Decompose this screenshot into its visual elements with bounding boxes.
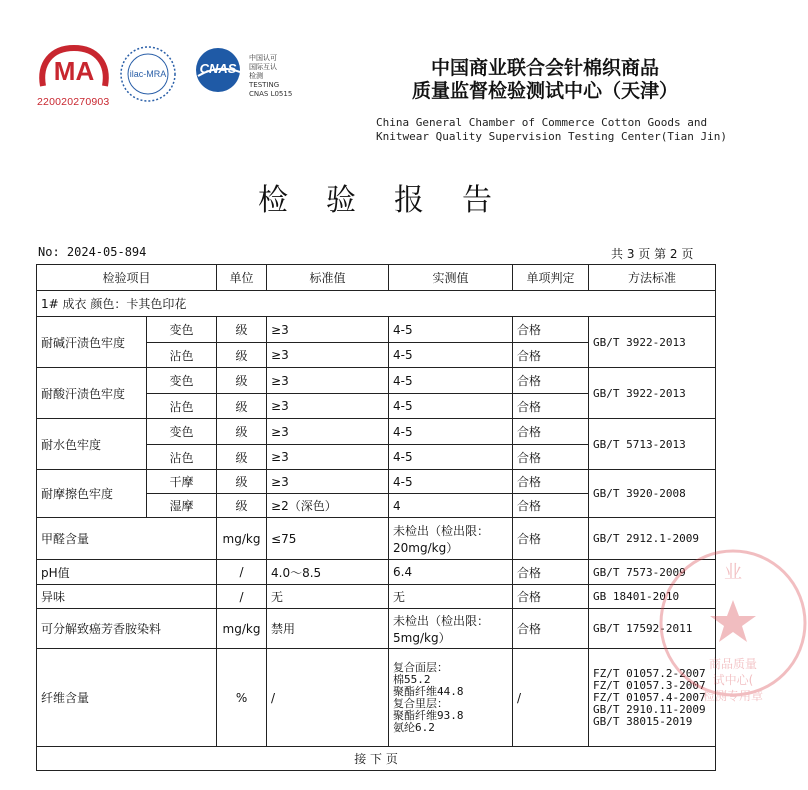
header-method: 方法标准: [589, 265, 716, 291]
header-unit: 单位: [217, 265, 267, 291]
result-cell: 合格: [513, 560, 589, 585]
method-cell: GB/T 3922-2013: [589, 368, 716, 419]
svg-text:ilac-MRA: ilac-MRA: [129, 69, 167, 79]
measured-cell: 4-5: [389, 419, 513, 445]
method-cell: GB/T 7573-2009: [589, 560, 716, 585]
unit-cell: 级: [217, 368, 267, 394]
result-cell: 合格: [513, 317, 589, 343]
result-cell: 合格: [513, 585, 589, 609]
unit-cell: %: [217, 649, 267, 747]
result-cell: 合格: [513, 343, 589, 368]
unit-cell: 级: [217, 494, 267, 518]
result-cell: 合格: [513, 494, 589, 518]
result-cell: 合格: [513, 518, 589, 560]
method-cell: GB 18401-2010: [589, 585, 716, 609]
ilac-mra-logo: [118, 44, 178, 104]
measured-cell: 4-5: [389, 394, 513, 419]
measured-cell: 未检出（检出限：5mg/kg）: [389, 609, 513, 649]
header-measured: 实测值: [389, 265, 513, 291]
result-cell: 合格: [513, 445, 589, 470]
svg-text:检测专用章: 检测专用章: [702, 689, 764, 703]
unit-cell: /: [217, 585, 267, 609]
measured-cell: 4-5: [389, 368, 513, 394]
standard-cell: ≥3: [267, 419, 389, 445]
svg-text:商品质量: 商品质量: [708, 657, 758, 671]
result-cell: 合格: [513, 609, 589, 649]
unit-cell: 级: [217, 470, 267, 494]
cma-number: 220020270903: [37, 96, 110, 108]
svg-text:业: 业: [724, 562, 742, 583]
org-name-cn-line2: 质量监督检验测试中心（天津）: [411, 80, 678, 102]
method-cell: FZ/T 01057.2-2007 FZ/T 01057.3-2007 FZ/T 01057.4-2007 GB/T 2910.11-2009 GB/T 38015-2019: [589, 649, 716, 747]
svg-text:试中心(: 试中心(: [712, 673, 754, 687]
table-row: [37, 649, 716, 747]
standard-cell: ≥3: [267, 368, 389, 394]
measured-cell: 4-5: [389, 470, 513, 494]
table-row: [37, 317, 716, 343]
item-cell: 耐摩擦色牢度: [37, 470, 147, 518]
sub-item-cell: 变色: [147, 368, 217, 394]
item-cell: 耐水色牢度: [37, 419, 147, 470]
result-cell: 合格: [513, 368, 589, 394]
method-cell: GB/T 3922-2013: [589, 317, 716, 368]
sub-item-cell: 干摩: [147, 470, 217, 494]
standard-cell: ≤75: [267, 518, 389, 560]
unit-cell: 级: [217, 343, 267, 368]
sub-item-cell: 变色: [147, 419, 217, 445]
org-name-cn-line1: 中国商业联合会针棉织商品: [430, 57, 659, 79]
measured-cell: 6.4: [389, 560, 513, 585]
standard-cell: 无: [267, 585, 389, 609]
method-cell: GB/T 3920-2008: [589, 470, 716, 518]
method-cell: GB/T 5713-2013: [589, 419, 716, 470]
measured-cell: 无: [389, 585, 513, 609]
standard-cell: ≥3: [267, 445, 389, 470]
table-header-row: [37, 265, 716, 291]
org-name-en: China General Chamber of Commerce Cotton Goods and Knitwear Quality Supervision Testing Center(Tian Jin): [376, 116, 727, 143]
cnas-accreditation-text: 中国认可 国际互认 检测 TESTING CNAS L0515: [249, 54, 293, 98]
standard-cell: ≥3: [267, 394, 389, 419]
svg-text:MA: MA: [53, 56, 95, 86]
sample-line: 1# 成衣 颜色：卡其色印花: [37, 291, 716, 317]
sub-item-cell: 湿摩: [147, 494, 217, 518]
unit-cell: /: [217, 560, 267, 585]
standard-cell: ≥3: [267, 343, 389, 368]
inspection-table: [36, 264, 716, 771]
unit-cell: mg/kg: [217, 518, 267, 560]
result-cell: 合格: [513, 470, 589, 494]
item-cell: 耐酸汗渍色牢度: [37, 368, 147, 419]
method-cell: GB/T 2912.1-2009: [589, 518, 716, 560]
method-cell: GB/T 17592-2011: [589, 609, 716, 649]
svg-text:CNAS: CNAS: [199, 61, 237, 76]
item-cell: 可分解致癌芳香胺染料: [37, 609, 217, 649]
measured-cell: 未检出（检出限：20mg/kg）: [389, 518, 513, 560]
table-row: [37, 470, 716, 494]
table-row: [37, 585, 716, 609]
header-standard: 标准值: [267, 265, 389, 291]
page-info: 共 3 页 第 2 页: [611, 247, 694, 261]
item-cell: 异味: [37, 585, 217, 609]
report-number: No: 2024-05-894: [38, 245, 147, 259]
table-row: [37, 518, 716, 560]
item-cell: pH值: [37, 560, 217, 585]
result-cell: 合格: [513, 419, 589, 445]
unit-cell: 级: [217, 419, 267, 445]
standard-cell: 4.0～8.5: [267, 560, 389, 585]
standard-cell: /: [267, 649, 389, 747]
table-row: [37, 419, 716, 445]
unit-cell: mg/kg: [217, 609, 267, 649]
result-cell: /: [513, 649, 589, 747]
cnas-logo: [190, 46, 246, 94]
measured-cell: 复合面层： 棉55.2 聚酯纤维44.8 复合里层： 聚酯纤维93.8 氨纶6.2: [389, 649, 513, 747]
item-cell: 甲醛含量: [37, 518, 217, 560]
header-result: 单项判定: [513, 265, 589, 291]
result-cell: 合格: [513, 394, 589, 419]
item-cell: 耐碱汗渍色牢度: [37, 317, 147, 368]
sub-item-cell: 沾色: [147, 445, 217, 470]
standard-cell: ≥3: [267, 470, 389, 494]
continued-footer: 接 下 页: [37, 747, 716, 771]
cma-logo: [37, 44, 111, 94]
sub-item-cell: 沾色: [147, 343, 217, 368]
report-title: 检验报告: [258, 183, 530, 218]
sub-item-cell: 变色: [147, 317, 217, 343]
standard-cell: ≥3: [267, 317, 389, 343]
standard-cell: ≥2（深色）: [267, 494, 389, 518]
unit-cell: 级: [217, 317, 267, 343]
sub-item-cell: 沾色: [147, 394, 217, 419]
table-row: [37, 560, 716, 585]
measured-cell: 4-5: [389, 343, 513, 368]
measured-cell: 4-5: [389, 317, 513, 343]
item-cell: 纤维含量: [37, 649, 217, 747]
measured-cell: 4: [389, 494, 513, 518]
measured-cell: 4-5: [389, 445, 513, 470]
table-row: [37, 609, 716, 649]
table-row: [37, 368, 716, 394]
unit-cell: 级: [217, 394, 267, 419]
standard-cell: 禁用: [267, 609, 389, 649]
unit-cell: 级: [217, 445, 267, 470]
header-item: 检验项目: [37, 265, 217, 291]
